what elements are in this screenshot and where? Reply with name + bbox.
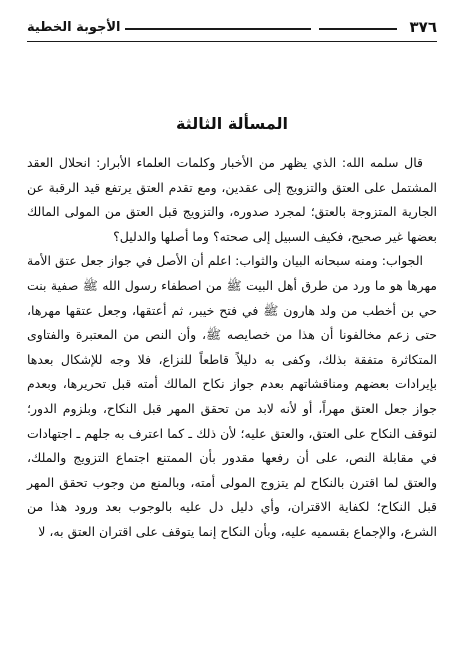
answer-paragraph: الجواب: ومنه سبحانه البيان والثواب: اعلم أن الأصل في جواز جعل عتق الأمة مهرها هو ما ورد من طرق أهل البيت ﷺ من اصطفاء رسول الله ﷺ صفية بنت حي بن أخطب من ولد هارون ﷺ في فتح خيبر، ثم أعتقها، وجعل عتقها مهرها، حتى زعم مخالفونا أن هذا من خصايصه ﷺ، وأن النص من المعتبرة والفتاوى المتكاثرة متفقة بذلك، وكفى به دليلاً قاطعاً للنزاع، فلا وجه للإشكال بعدها بإيرادات بعضهم ومناقشاتهم بعدم جواز نكاح المالك أمته قبل تحريرها، وبعدم جواز جعل العتق مهراً، أو لأنه لابد من تحقق المهر قبل النكاح، وبلزوم الدور؛ لتوقف النكاح على العتق، والعتق عليه؛ لأن ذلك ـ كما اعترف به جلهم ـ اجتهادات في مقابلة النص، على أن رفعها مقدور بأن الممتنع اجتماع التزويج والملك، والعتق لما اقترن بالنكاح لم يتزوج المولى أمته، وبالمنع من وجوب تحقق المهر قبل النكاح؛ لكفاية الاقتران، وأي دليل دل عليه بالوجوب بعد ورود هذا من الشرع، والإجماع بقسميه عليه، وبأن النكاح إنما يتوقف على اقتران العتق به، لا	[27, 253, 437, 539]
running-title: الأجوبة الخطية	[27, 20, 121, 35]
section-title: المسألة الثالثة	[175, 114, 289, 133]
body-text	[27, 151, 437, 545]
page-number: ٣٧٦	[409, 18, 437, 36]
page-header	[27, 18, 437, 44]
question-paragraph: قال سلمه الله: الذي يظهر من الأخبار وكلمات العلماء الأبرار: انحلال العقد المشتمل على العتق والتزويج إلى عقدين، ومع تقدم العتق يرتفع قيد الرقبة عن الجارية المتزوجة بالعتق؛ لمجرد صدوره، والتزويج قبل العتق من المولى المالك بعضها غير صحيح، فكيف السبيل إلى صحته؟ وما أصلها والدليل؟	[27, 155, 437, 244]
header-divider	[27, 41, 437, 42]
header-rule	[125, 28, 311, 30]
header-rule	[319, 28, 397, 30]
